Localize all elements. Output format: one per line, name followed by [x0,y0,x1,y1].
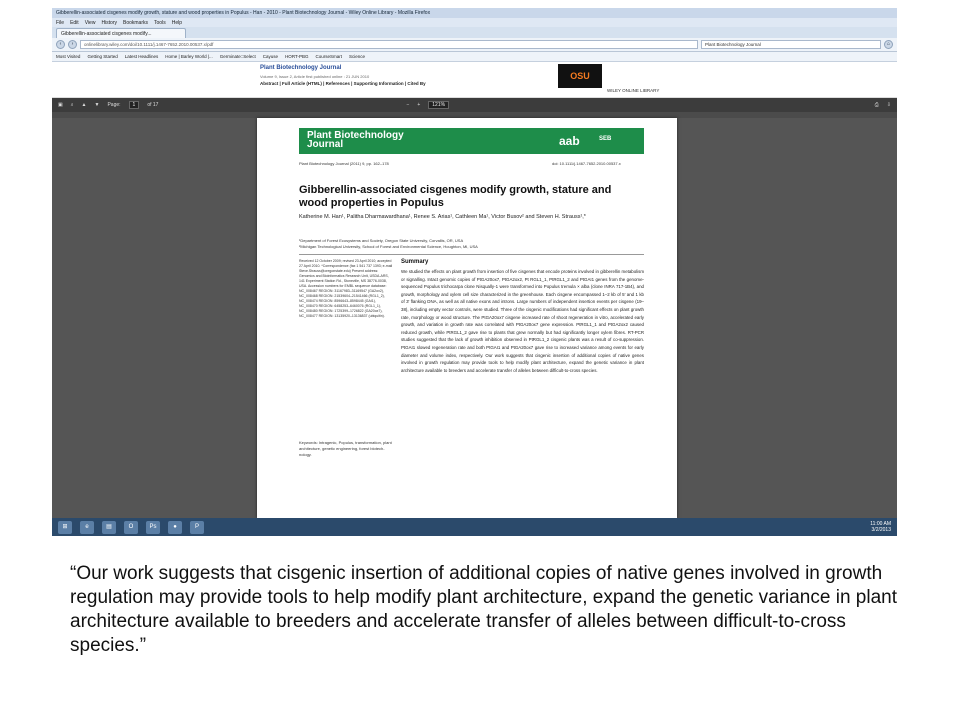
back-icon[interactable]: ‹ [56,40,65,49]
ie-icon[interactable]: e [80,521,94,534]
menu-bar [52,18,897,27]
article-title: Gibberellin-associated cisgenes modify growth, stature and wood properties in Populus [299,184,612,209]
author-list: Katherine M. Han¹, Palitha Dharmawardhana¹, Renee S. Arias¹, Cathleen Ma¹, Victor Busov² and Steven H. Strauss¹,* [299,214,586,220]
menu-help[interactable]: Help [171,19,182,26]
summary-heading: Summary [401,259,429,265]
journal-issue-info: Volume 9, Issue 2, Article first published online : 21 JUN 2010 [260,74,370,79]
bookmarks-bar [52,52,897,62]
bookmark-item[interactable]: Most Visited [56,54,81,59]
bookmark-item[interactable]: CourseSmart [315,54,342,59]
save-icon[interactable]: ⇩ [886,102,891,108]
menu-view[interactable]: View [84,19,96,26]
taskbar [52,518,897,536]
keywords: Keywords: Intragenic, Populus, transformation, plant architecture, genetic engineering, forest biotech-nology. [299,440,392,457]
photoshop-icon[interactable]: Ps [146,521,160,534]
page-up-icon[interactable]: ▲ [81,102,87,108]
wiley-logo[interactable]: WILEY ONLINE LIBRARY [607,88,660,93]
affiliation-2: ²Michigan Technological University, School of Forest and Environmental Science, Houghton, MI, USA [299,244,478,249]
quote-caption: “Our work suggests that cisgenic insertion of additional copies of native genes involved in growth regulation may provide tools to help modify plant architecture, expand the genetic variance in plant architecture available to breeders and accelerate transfer of alleles between difficult-to-cross species.” [70,563,897,656]
banner-journal-name: Plant Biotechnology Journal [307,130,404,150]
osu-logo: OSU [558,64,602,88]
divider [299,254,644,255]
journal-banner [299,128,644,154]
affiliations [299,238,644,250]
screenshot-frame [52,8,897,536]
summary-text: We studied the effects on plant growth from insertion of five cisgenes that encode proteins involved in gibberellin metabolism or signalling. Intact genomic copies of PtGA20ox7, PtGA2ox2, Pt RGL1_1, PtRGL1_2 and PtGAI1 genes from the genome-sequenced Populus trichocarpa clone Nisqually-1 were transformed into Populus tremula × alba (clone INRA 717-1B4), and growth, morphology and xylem cell size characterized in the greenhouse. Each cisgene encompassed 1–2 kb of 5′ and 1 kb of 3′ flanking DNA, as well as all native exons and introns. Large numbers of independent insertion events per cisgene (19–38), including empty vector controls, were studied. Three of the cisgenic modifications had significant effects on plant growth rate, morphology or wood structure. The PtGA20ox7 cisgene increased rate of shoot regeneration in vitro, accelerated early growth, and variation in growth rate was correlated with PtGA20ox7 gene expression. PtRGL1_1 and PtGA2ox2 caused reduced growth, while PtRGL1_2 gave rise to plants that grew normally but had significantly longer xylem fibres. RT-PCR studies suggested that the lack of growth inhibition observed in PtRGL1_2 cisgenic plants was a result of co-suppression. PtGAI1 slowed regeneration rate and both PtGAI1 and PtGA20ox7 gave rise to increased variance among events for early diameter and volume index, respectively. Our work suggests that cisgenic insertion of additional copies of native genes involved in growth regulation may provide tools to help modify plant architecture, expand the genetic variance in plant architecture available to breeders and accelerate transfer of alleles between difficult-to-cross species. [401,269,644,373]
seb-logo: SEB [599,136,612,142]
bookmark-item[interactable]: Latest Headlines [124,54,159,59]
page-total: of 17 [147,102,159,108]
pdf-toolbar [52,98,897,112]
bookmark-item[interactable]: Germinate::Select [219,54,256,59]
citation: Plant Biotechnology Journal (2011) 9, pp. 162–178 [299,161,389,166]
bookmark-item[interactable]: HORT-PBG [285,54,309,59]
clock-date: 3/2/2013 [871,527,891,533]
find-icon[interactable]: ⌕ [70,102,74,108]
menu-history[interactable]: History [101,19,117,26]
clock-time: 11:00 AM [870,521,891,527]
journal-header [52,62,897,98]
forward-icon[interactable]: › [68,40,77,49]
aab-logo: aab [559,134,580,148]
received-info: Received 12 October 2009; revised 23 April 2010; accepted 27 April 2010. *Correspondence (fax 1 541 737 1393; e-mail Steve.Strauss@oregonstate.edu) Present address: Genomics and Bioinformatics Research Unit, USDA-ARS, 141 Experiment Station Rd., Stoneville, MS 38776-0038, USA. Accession numbers for EMBL sequence database: NC_008467 REGION: 31167983–31169547 (GA2ox2), NC_008468 REGION: 21539604–21541466 (RGL1_2), NC_008474 REGION: 8596643–8598445 (GAI1), NC_008470 REGION: 6458253–6460076 (RGL1_1), NC_008480 REGION: 1725399–1726822 (GA20ox7), NC_008477 REGION: 13135920–13136837 (ubiquitin). [299,259,393,318]
firefox-icon[interactable]: ● [168,521,182,534]
zoom-select[interactable]: 121% [428,101,449,109]
clock[interactable] [870,521,891,533]
window-title: Gibberellin-associated cisgenes modify growth, stature and wood properties in Populus - Han - 2010 - Plant Biotechnology Journal - Wiley Online Library - Mozilla Firefox [56,10,431,16]
search-box[interactable]: Plant Biotechnology Journal [701,40,881,49]
bookmark-item[interactable]: Getting Started [87,54,118,59]
article-links[interactable]: Abstract | Full Article (HTML) | References | Supporting Information | Cited By [260,81,426,86]
folder-icon[interactable]: ▤ [102,521,116,534]
bookmark-item[interactable]: Science [349,54,366,59]
page-number-input[interactable]: 1 [129,101,140,109]
zoom-in-icon[interactable]: + [417,102,421,108]
tab-bar [52,27,897,38]
home-icon[interactable]: ⌂ [884,40,893,49]
outlook-icon[interactable]: O [124,521,138,534]
pdf-viewer[interactable] [52,118,897,518]
menu-file[interactable]: File [56,19,65,26]
menu-edit[interactable]: Edit [70,19,79,26]
journal-title[interactable]: Plant Biotechnology Journal [260,65,342,71]
print-icon[interactable]: ⎙ [874,102,879,108]
browser-tab[interactable]: Gibberellin-associated cisgenes modify... [56,28,186,38]
doi: doi: 10.1111/j.1467-7652.2010.00537.x [552,161,621,166]
pdf-page [257,118,677,518]
page-down-icon[interactable]: ▼ [94,102,100,108]
page-label: Page: [107,102,121,108]
powerpoint-icon[interactable]: P [190,521,204,534]
bookmark-item[interactable]: Home | Barley World |... [165,54,213,59]
navigation-bar [52,38,897,52]
window-titlebar [52,8,897,18]
menu-bookmarks[interactable]: Bookmarks [123,19,149,26]
menu-tools[interactable]: Tools [154,19,166,26]
bookmark-item[interactable]: Cayuse [262,54,279,59]
affiliation-1: ¹Department of Forest Ecosystems and Society, Oregon State University, Corvallis, OR, USA [299,238,464,243]
start-icon[interactable]: ⊞ [58,521,72,534]
zoom-out-icon[interactable]: − [406,102,410,108]
address-bar[interactable]: onlinelibrary.wiley.com/doi/10.1111/j.1467-7652.2010.00537.x/pdf [80,40,698,49]
sidebar-toggle-icon[interactable]: ▣ [58,102,63,108]
